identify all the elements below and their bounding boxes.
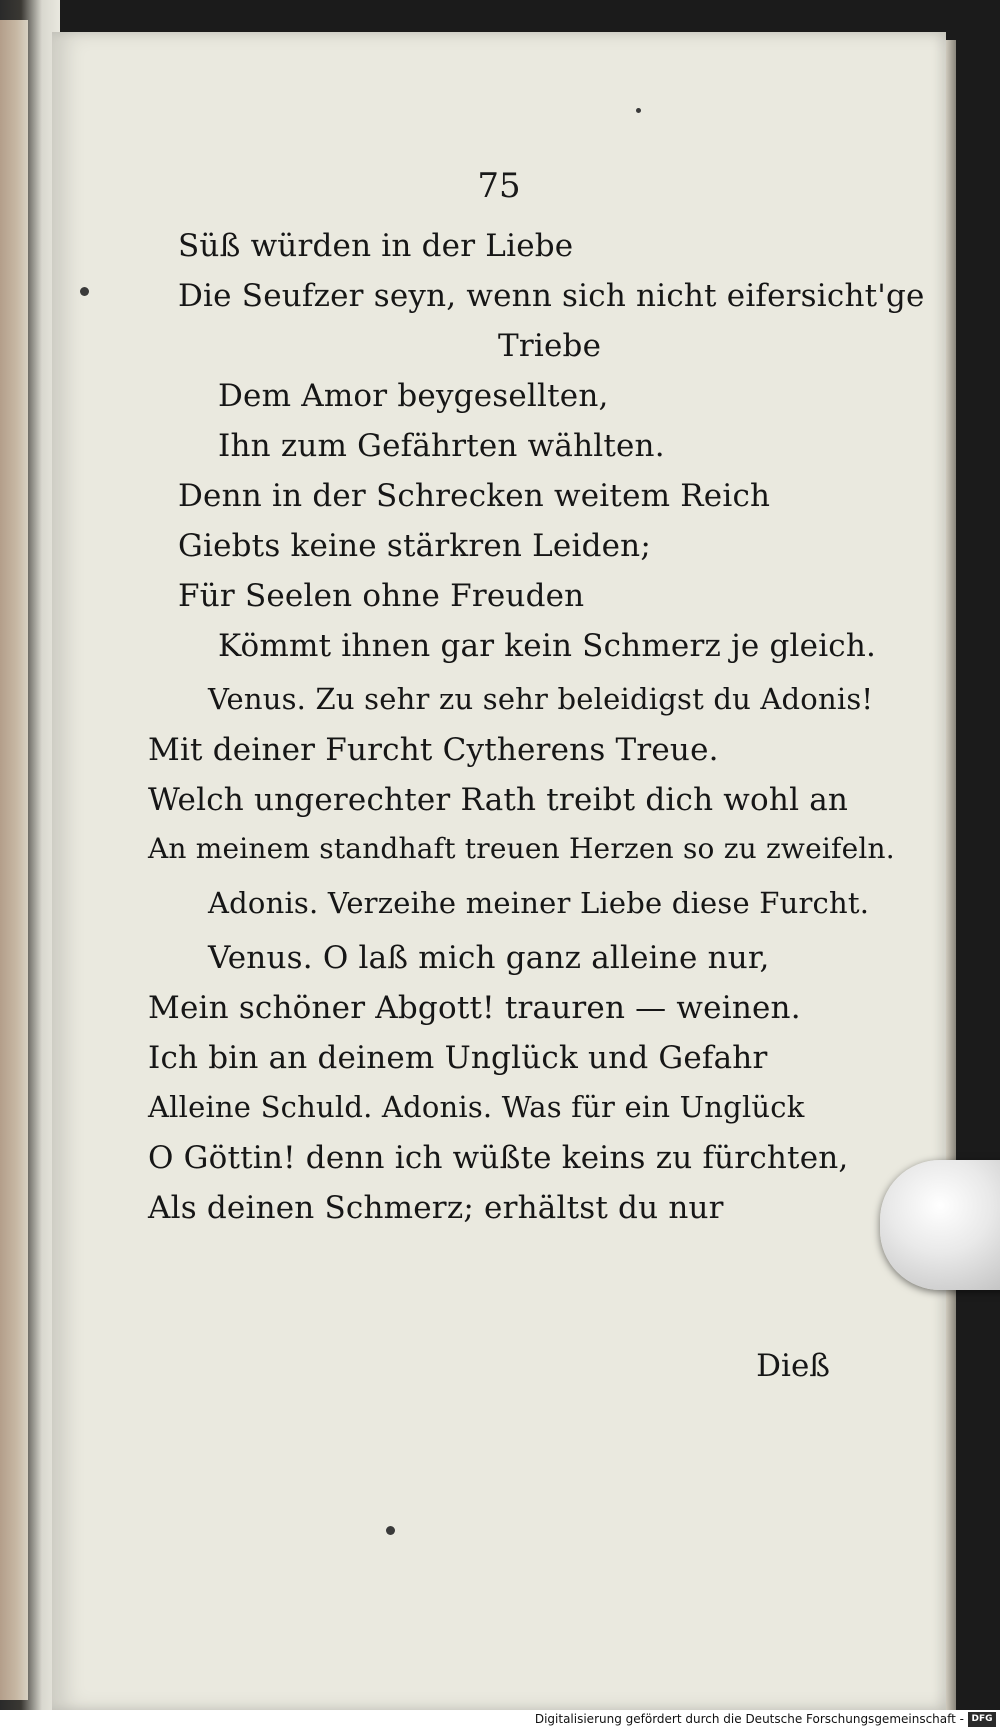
text-line: Venus. Zu sehr zu sehr beleidigst du Adonis! — [208, 682, 874, 716]
text-line: Giebts keine stärkren Leiden; — [178, 528, 651, 564]
text-line: Als deinen Schmerz; erhältst du nur — [148, 1190, 724, 1226]
page-number: 75 — [477, 166, 521, 206]
catchword: Dieß — [756, 1348, 830, 1384]
text-line: Adonis. Verzeihe meiner Liebe diese Furcht. — [208, 886, 870, 920]
text-line: Alleine Schuld. Adonis. Was für ein Unglück — [148, 1090, 805, 1124]
text-line: Kömmt ihnen gar kein Schmerz je gleich. — [218, 628, 877, 664]
paper-spot — [386, 1526, 395, 1535]
text-line: O Göttin! denn ich wüßte keins zu fürchten, — [148, 1140, 849, 1176]
text-line: Für Seelen ohne Freuden — [178, 578, 585, 614]
text-line: Mit deiner Furcht Cytherens Treue. — [148, 732, 719, 768]
color-target-tab — [880, 1160, 1000, 1290]
dfg-logo: DFG — [968, 1712, 996, 1727]
page-edge — [946, 40, 956, 1710]
text-line: Die Seufzer seyn, wenn sich nicht eifersicht'ge — [178, 278, 925, 314]
text-line: Ich bin an deinem Unglück und Gefahr — [148, 1040, 768, 1076]
previous-page-edge — [0, 20, 28, 1700]
text-line: Triebe — [498, 328, 602, 364]
digitization-credit: Digitalisierung gefördert durch die Deutsche Forschungsgemeinschaft - — [534, 1712, 964, 1726]
text-line: Denn in der Schrecken weitem Reich — [178, 478, 771, 514]
book-page — [52, 32, 946, 1710]
paper-spot — [636, 108, 641, 113]
text-line: Mein schöner Abgott! trauren — weinen. — [148, 990, 801, 1026]
text-line: Venus. O laß mich ganz alleine nur, — [208, 940, 770, 976]
paper-spot — [80, 287, 89, 296]
text-line: Süß würden in der Liebe — [178, 228, 574, 264]
text-line: Dem Amor beygesellten, — [218, 378, 609, 414]
text-line: An meinem standhaft treuen Herzen so zu zweifeln. — [148, 832, 895, 865]
text-line: Welch ungerechter Rath treibt dich wohl an — [148, 782, 849, 818]
text-line: Ihn zum Gefährten wählten. — [218, 428, 665, 464]
